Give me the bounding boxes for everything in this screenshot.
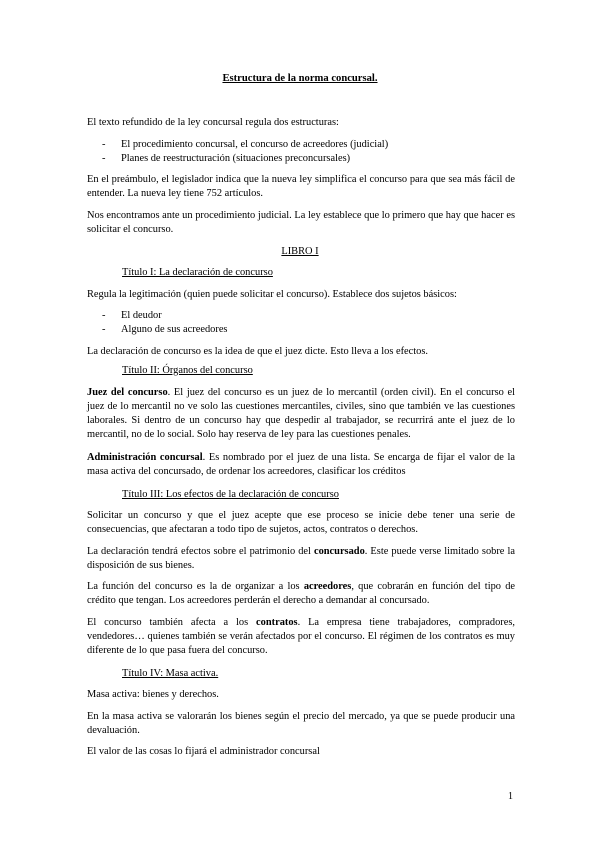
masa-activa-paragraph: Masa activa: bienes y derechos. bbox=[87, 689, 219, 700]
titulo-2-heading: Título II: Órganos del concurso bbox=[122, 365, 253, 376]
contratos-paragraph: El concurso también afecta a los contratos. La empresa tiene trabajadores, compradores, vendedores… quienes también se verán afectados por el concurso. El régimen de los contratos es muy diferente de lo que pasa fuera del concurso. bbox=[87, 617, 515, 656]
legitimacion-paragraph: Regula la legitimación (quien puede solicitar el concurso). Establece dos sujetos básicos: bbox=[87, 289, 457, 300]
page-number: 1 bbox=[508, 791, 513, 802]
acreedores-paragraph: La función del concurso es la de organizar a los acreedores, que cobrarán en función del tipo de crédito que tengan. Los acreedores perderán el derecho a demandar al concursado. bbox=[87, 581, 515, 606]
concursado-paragraph: La declaración tendrá efectos sobre el patrimonio del concursado. Este puede verse limitado sobre la disposición de sus bienes. bbox=[87, 546, 515, 571]
list-item: - El procedimiento concursal, el concurso de acreedores (judicial) bbox=[102, 139, 389, 150]
procedimiento-paragraph: Nos encontramos ante un procedimiento judicial. La ley establece que lo primero que hay que hacer es solicitar el concurso. bbox=[87, 210, 515, 235]
libro-heading: LIBRO I bbox=[281, 246, 319, 257]
page-title: Estructura de la norma concursal. bbox=[222, 73, 378, 84]
titulo-1-heading: Título I: La declaración de concurso bbox=[122, 267, 273, 278]
list-item: - Planes de reestructuración (situaciones preconcursales) bbox=[102, 153, 351, 164]
declaracion-paragraph: La declaración de concurso es la idea de que el juez dicte. Esto lleva a los efectos. bbox=[87, 346, 429, 357]
valoracion-paragraph: En la masa activa se valorarán los bienes según el precio del mercado, ya que se puede producir una devaluación. bbox=[87, 711, 515, 736]
juez-paragraph: Juez del concurso. El juez del concurso es un juez de lo mercantil (orden civil). En el concurso el juez de lo mercantil no ve solo las cuestiones mercantiles, civiles, sino que también ve las cuestiones laborales. Si dentro de un concurso hay que despedir al trabajador, se recurrirá ante el juez de lo mercantil, no de lo social. Solo hay reserva de ley para las cuestiones penales. bbox=[87, 387, 515, 440]
titulo-4-heading: Título IV: Masa activa. bbox=[122, 668, 219, 679]
valor-paragraph: El valor de las cosas lo fijará el administrador concursal bbox=[87, 746, 320, 757]
list-item: - El deudor bbox=[102, 310, 162, 321]
titulo-3-heading: Título III: Los efectos de la declaración de concurso bbox=[122, 489, 339, 500]
efectos-paragraph: Solicitar un concurso y que el juez acepte que ese proceso se inicie debe tener una serie de consecuencias, que afectaran a todo tipo de sujetos, actos, contratos o derechos. bbox=[87, 510, 515, 535]
list-item: - Alguno de sus acreedores bbox=[102, 324, 228, 335]
preambulo-paragraph: En el preámbulo, el legislador indica que la nueva ley simplifica el concurso para que sea más fácil de entender. La nueva ley tiene 752 artículos. bbox=[87, 174, 515, 199]
administracion-paragraph: Administración concursal. Es nombrado por el juez de una lista. Se encarga de fijar el valor de la masa activa del concursado, de ordenar los acreedores, clasificar los créditos bbox=[87, 452, 515, 477]
intro-paragraph: El texto refundido de la ley concursal regula dos estructuras: bbox=[87, 117, 339, 128]
